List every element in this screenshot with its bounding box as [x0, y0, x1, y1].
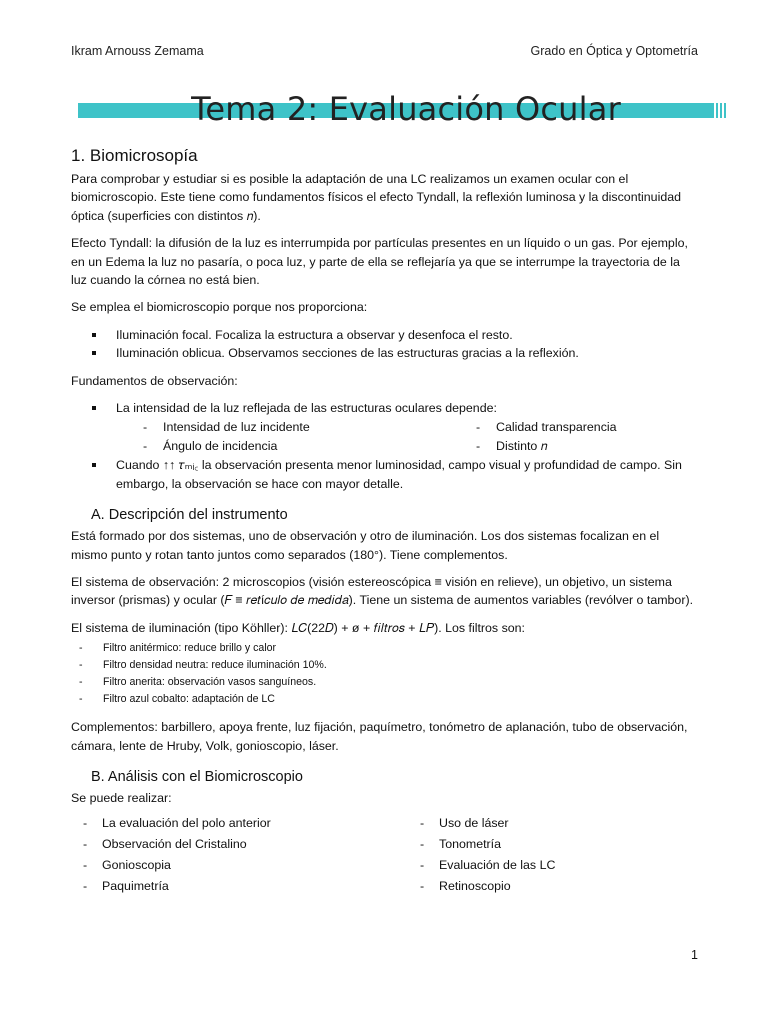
header-course: Grado en Óptica y Optometría [530, 44, 698, 58]
header-author: Ikram Arnouss Zemama [71, 44, 204, 58]
list-item: - Intensidad de luz incidente [143, 418, 476, 436]
list-item: - Calidad transparencia [476, 418, 736, 436]
list-item: La intensidad de la luz reflejada de las estructuras oculares depende: - Intensidad de luz incidente - Calidad transparencia - Ángulo de incidencia - Distinto 𝑛 [71, 399, 699, 455]
list-item: - Filtro anerita: observación vasos sanguíneos. [71, 674, 699, 691]
list-item: - Evaluación de las LC [408, 855, 658, 876]
paragraph-observation-system: El sistema de observación: 2 microscopios (visión estereoscópica ≡ visión en relieve), un objetivo, un sistema inversor (prismas) y ocular (𝐹 ≡ 𝑟𝑒𝑡í𝑐𝑢𝑙𝑜 𝑑𝑒 𝑚𝑒𝑑𝑖𝑑𝑎). Tiene un sistema de aumentos variables (revólver o tambor). [71, 574, 694, 608]
fundamentals-list [71, 399, 699, 493]
list-item: - Filtro azul cobalto: adaptación de LC [71, 691, 699, 708]
paragraph-analysis-intro: Se puede realizar: [71, 790, 172, 805]
paragraph-complements: Complementos: barbillero, apoya frente, luz fijación, paquímetro, tonómetro de aplanación, tubo de observación, cámara, lente de Hruby, Volk, gonioscopio, láser. [71, 720, 688, 753]
list-item: Iluminación focal. Focaliza la estructura a observar y desenfoca el resto. [71, 326, 699, 344]
list-item: - Retinoscopio [408, 876, 658, 897]
list-item: - Gonioscopia [71, 855, 408, 876]
list-item: - Observación del Cristalino [71, 834, 408, 855]
fundamentals-sublist [116, 418, 699, 455]
paragraph-intro: Para comprobar y estudiar si es posible la adaptación de una LC realizamos un examen ocular con el biomicroscopio. Este tiene como fundamentos físicos el efecto Tyndall, la reflexión luminosa y la discontinuidad óptica (superficies con distintos 𝑛). [71, 172, 681, 223]
paragraph-uses-intro: Se emplea el biomicroscopio porque nos proporciona: [71, 300, 368, 315]
paragraph-fundamentals-title: Fundamentos de observación: [71, 373, 238, 388]
page-title: Tema 2: Evaluación Ocular [191, 90, 621, 128]
list-item: Cuando ↑↑ 𝜏ₘᵢ꜀ la observación presenta menor luminosidad, campo visual y profundidad de campo. Sin embargo, la observación se hace con mayor detalle. [71, 456, 699, 493]
paragraph-description: Está formado por dos sistemas, uno de observación y otro de iluminación. Los dos sistemas focalizan en el mismo punto y rotan tanto juntos como separados (180°). Tiene complementos. [71, 529, 660, 562]
list-item: - Distinto 𝑛 [476, 437, 736, 455]
section-heading-analisis: B. Análisis con el Biomicroscopio [91, 768, 303, 785]
filters-list [71, 640, 699, 708]
page-number: 1 [691, 948, 698, 962]
list-item: - Tonometría [408, 834, 658, 855]
list-item: - La evaluación del polo anterior [71, 813, 408, 834]
list-item: - Ángulo de incidencia [143, 437, 476, 455]
uses-list [71, 326, 699, 363]
list-item: - Filtro anitérmico: reduce brillo y calor [71, 640, 699, 657]
section-heading-biomicroscopia: 1. Biomicrosopía [71, 146, 198, 165]
paragraph-tyndall: Efecto Tyndall: la difusión de la luz es interrumpida por partículas presentes en un líquido o un gas. Por ejemplo, en un Edema la luz no pasaría, o poca luz, y parte de ella se reflejaría ya que se interrumpe la trayectoria de la luz cuando la córnea no está bien. [71, 236, 688, 288]
analysis-list [71, 813, 699, 896]
list-item: - Paquimetría [71, 876, 408, 897]
list-item: Iluminación oblicua. Observamos secciones de las estructuras gracias a la reflexión. [71, 344, 699, 362]
section-heading-descripcion: A. Descripción del instrumento [91, 507, 288, 524]
paragraph-illumination-system: El sistema de iluminación (tipo Köhller): 𝐿𝐶(22𝐷) + ø + 𝑓𝑖𝑙𝑡𝑟𝑜𝑠 + 𝐿𝑃). Los filtros son: [71, 620, 525, 635]
list-item: - Uso de láser [408, 813, 658, 834]
list-item: - Filtro densidad neutra: reduce iluminación 10%. [71, 657, 699, 674]
document-body [71, 145, 699, 897]
